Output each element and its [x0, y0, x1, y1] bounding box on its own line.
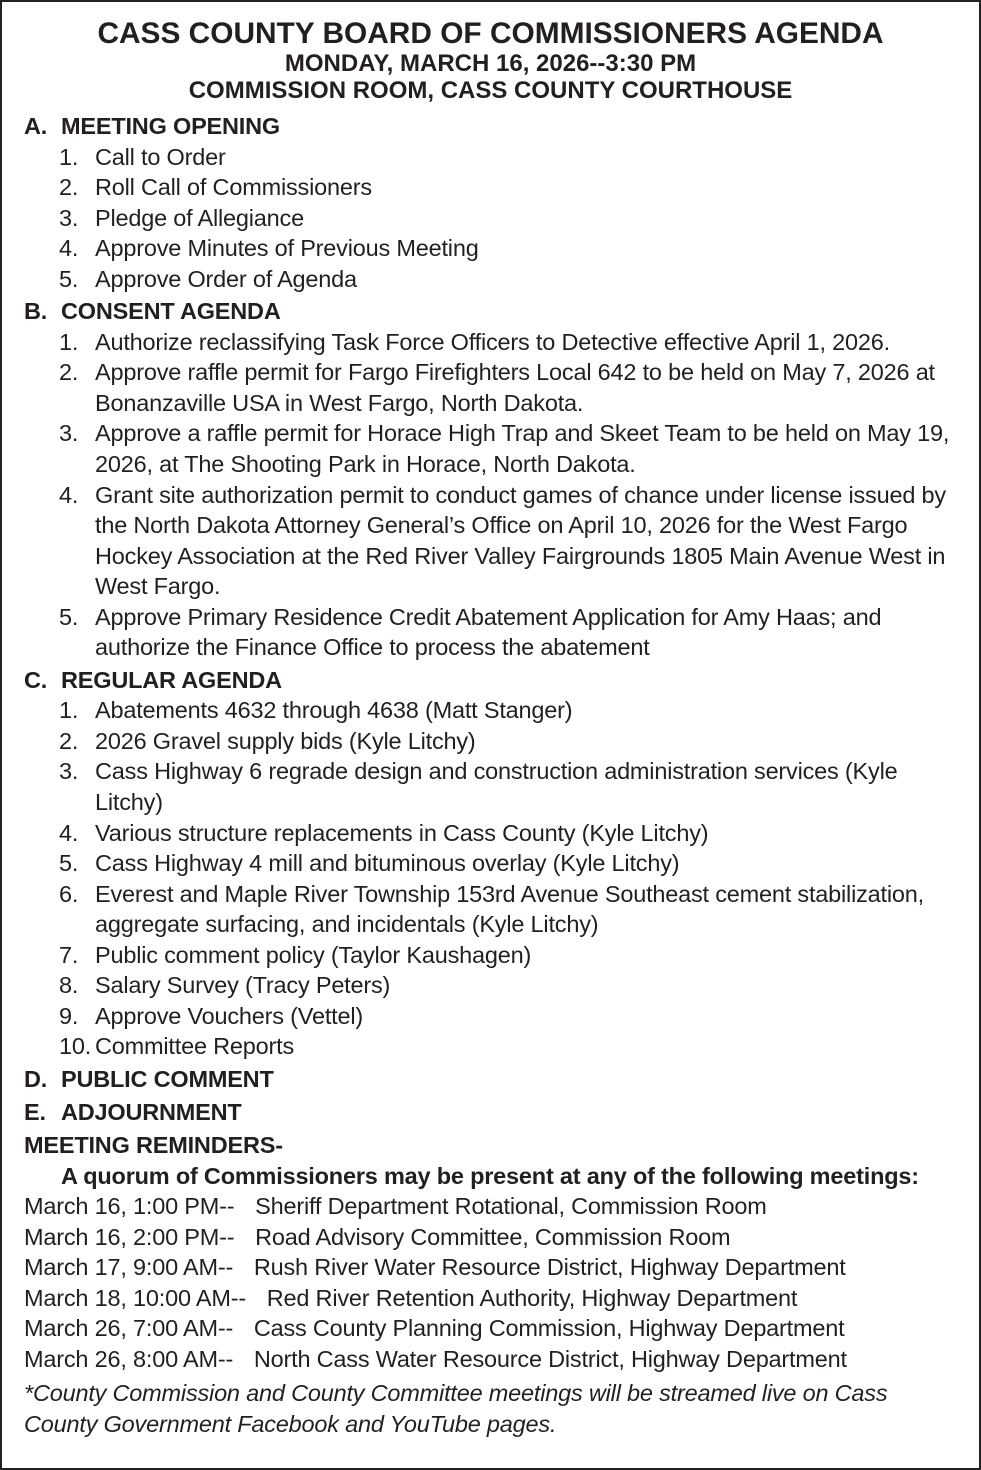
- streaming-footnote: *County Commission and County Committee meetings will be streamed live on Cass County Government Facebook and YouTube pages.: [24, 1380, 888, 1438]
- item-number: 1.: [59, 143, 79, 170]
- meeting-description: Rush River Water Resource District, Highway Department: [253, 1254, 846, 1281]
- item-number: 4.: [59, 235, 79, 262]
- meeting-description: Sheriff Department Rotational, Commission Room: [255, 1193, 767, 1220]
- item-text: Pledge of Allegiance: [95, 204, 304, 231]
- item-number: 6.: [59, 880, 79, 907]
- meeting-separator: --: [219, 1193, 235, 1220]
- item-text: Call to Order: [95, 143, 226, 170]
- item-number: 5.: [59, 850, 79, 877]
- agenda-item: [24, 695, 957, 726]
- section-title: CONSENT AGENDA: [61, 298, 281, 325]
- agenda-item: [24, 940, 957, 971]
- agenda-item: [24, 818, 957, 849]
- section-title: MEETING OPENING: [61, 113, 280, 139]
- section-letter: A.: [24, 113, 48, 139]
- agenda-item-list: [24, 695, 957, 1062]
- agenda-item-list: [24, 327, 957, 663]
- meeting-separator: --: [217, 1254, 234, 1281]
- agenda-sections: [24, 111, 957, 1127]
- agenda-section: [24, 1097, 957, 1128]
- agenda-body: [24, 111, 957, 1440]
- item-text: Various structure replacements in Cass County (Kyle Litchy): [95, 819, 709, 846]
- item-text: Cass Highway 6 regrade design and construction administration services (Kyle Litchy): [95, 758, 898, 816]
- meeting-date: MONDAY, MARCH 16, 2026--3:30 PM: [284, 50, 697, 77]
- item-text: Approve Minutes of Previous Meeting: [95, 235, 479, 262]
- meeting-separator: --: [219, 1223, 235, 1250]
- meeting-reminders: [24, 1130, 957, 1374]
- meeting-row: [24, 1222, 957, 1253]
- quorum-notice: A quorum of Commissioners may be present at any of the following meetings:: [61, 1162, 919, 1189]
- item-number: 1.: [59, 328, 79, 355]
- meeting-description: Road Advisory Committee, Commission Room: [255, 1223, 731, 1250]
- item-text: Roll Call of Commissioners: [95, 174, 372, 201]
- agenda-item: [24, 264, 957, 295]
- item-number: 2.: [59, 359, 79, 386]
- agenda-section: [24, 665, 957, 1062]
- section-heading: [24, 1064, 957, 1095]
- agenda-item: [24, 756, 957, 817]
- meeting-datetime: March 26, 7:00 AM: [24, 1315, 218, 1342]
- item-number: 9.: [59, 1002, 79, 1029]
- item-number: 8.: [59, 972, 79, 999]
- item-number: 4.: [59, 819, 79, 846]
- agenda-item: [24, 1031, 957, 1062]
- agenda-title: CASS COUNTY BOARD OF COMMISSIONERS AGENDA: [97, 17, 884, 50]
- meeting-separator: --: [230, 1284, 246, 1311]
- item-text: Cass Highway 4 mill and bituminous overlay (Kyle Litchy): [95, 850, 680, 877]
- item-text: Approve Order of Agenda: [95, 265, 357, 292]
- item-number: 1.: [59, 697, 79, 724]
- meeting-datetime: March 26, 8:00 AM: [24, 1345, 218, 1372]
- agenda-section: [24, 111, 957, 294]
- meeting-row: [24, 1283, 957, 1314]
- item-text: Approve raffle permit for Fargo Firefighters Local 642 to be held on May 7, 2026 at Bonanzaville USA in West Fargo, North Dakota.: [95, 359, 935, 416]
- meeting-datetime: March 17, 9:00 AM: [24, 1254, 218, 1281]
- section-title: PUBLIC COMMENT: [61, 1065, 274, 1092]
- meeting-description: North Cass Water Resource District, Highway Department: [253, 1345, 847, 1372]
- agenda-item: [24, 233, 957, 264]
- section-heading: [24, 1097, 957, 1128]
- item-number: 2.: [59, 174, 79, 201]
- agenda-item: [24, 879, 957, 940]
- agenda-item: [24, 602, 957, 663]
- agenda-item-list: [24, 142, 957, 295]
- section-letter: E.: [24, 1098, 46, 1125]
- meeting-row: [24, 1252, 957, 1283]
- item-number: 3.: [59, 758, 79, 785]
- item-text: Abatements 4632 through 4638 (Matt Stanger): [95, 697, 573, 724]
- meeting-datetime: March 16, 1:00 PM: [24, 1193, 220, 1220]
- section-heading: [24, 296, 957, 327]
- meeting-list: [24, 1191, 957, 1374]
- item-number: 2.: [59, 727, 79, 754]
- item-number: 3.: [59, 420, 79, 447]
- item-text: Everest and Maple River Township 153rd Avenue Southeast cement stabilization, aggregate surfacing, and incidentals (Kyle Litchy): [95, 880, 924, 938]
- item-text: Authorize reclassifying Task Force Officers to Detective effective April 1, 2026.: [95, 328, 890, 355]
- item-number: 10.: [59, 1033, 92, 1060]
- item-number: 5.: [59, 265, 79, 292]
- item-text: Grant site authorization permit to conduct games of chance under license issued by the North Dakota Attorney General’s Office on April 10, 2026 for the West Fargo Hockey Association at the Red River Valley Fairgrounds 1805 Main Avenue West in West Fargo.: [95, 481, 946, 600]
- agenda-section: [24, 1064, 957, 1095]
- meeting-datetime: March 18, 10:00 AM: [24, 1284, 231, 1311]
- section-title: ADJOURNMENT: [61, 1098, 242, 1125]
- item-number: 5.: [59, 603, 79, 630]
- item-text: Approve Primary Residence Credit Abatement Application for Amy Haas; and authorize the Finance Office to process the abatement: [95, 603, 882, 661]
- item-text: Salary Survey (Tracy Peters): [95, 972, 391, 999]
- agenda-item: [24, 203, 957, 234]
- meeting-location: COMMISSION ROOM, CASS COUNTY COURTHOUSE: [188, 77, 793, 104]
- agenda-item: [24, 1001, 957, 1032]
- item-text: Committee Reports: [95, 1033, 295, 1060]
- item-text: Approve a raffle permit for Horace High Trap and Skeet Team to be held on May 19, 2026, at The Shooting Park in Horace, North Dakota.: [95, 420, 950, 478]
- section-heading: [24, 111, 957, 142]
- section-heading: [24, 665, 957, 696]
- agenda-item: [24, 848, 957, 879]
- meeting-separator: --: [217, 1345, 234, 1372]
- meeting-row: [24, 1344, 957, 1375]
- item-text: Approve Vouchers (Vettel): [95, 1002, 364, 1029]
- agenda-section: [24, 296, 957, 663]
- section-letter: D.: [24, 1065, 48, 1092]
- meeting-row: [24, 1191, 957, 1222]
- agenda-item: [24, 357, 957, 418]
- reminders-title: MEETING REMINDERS-: [24, 1132, 283, 1159]
- item-number: 3.: [59, 204, 79, 231]
- agenda-item: [24, 480, 957, 602]
- agenda-item: [24, 726, 957, 757]
- item-text: Public comment policy (Taylor Kaushagen): [95, 941, 532, 968]
- meeting-row: [24, 1313, 957, 1344]
- meeting-description: Cass County Planning Commission, Highway Department: [253, 1315, 845, 1342]
- item-number: 4.: [59, 481, 79, 508]
- item-text: 2026 Gravel supply bids (Kyle Litchy): [95, 727, 476, 754]
- agenda-item: [24, 327, 957, 358]
- agenda-item: [24, 418, 957, 479]
- agenda-header: [24, 19, 957, 103]
- section-letter: B.: [24, 298, 48, 325]
- section-title: REGULAR AGENDA: [61, 666, 282, 693]
- meeting-separator: --: [217, 1315, 234, 1342]
- agenda-item: [24, 172, 957, 203]
- meeting-description: Red River Retention Authority, Highway Department: [266, 1284, 798, 1311]
- agenda-item: [24, 142, 957, 173]
- item-number: 7.: [59, 941, 79, 968]
- agenda-item: [24, 970, 957, 1001]
- section-letter: C.: [24, 666, 48, 693]
- meeting-datetime: March 16, 2:00 PM: [24, 1223, 220, 1250]
